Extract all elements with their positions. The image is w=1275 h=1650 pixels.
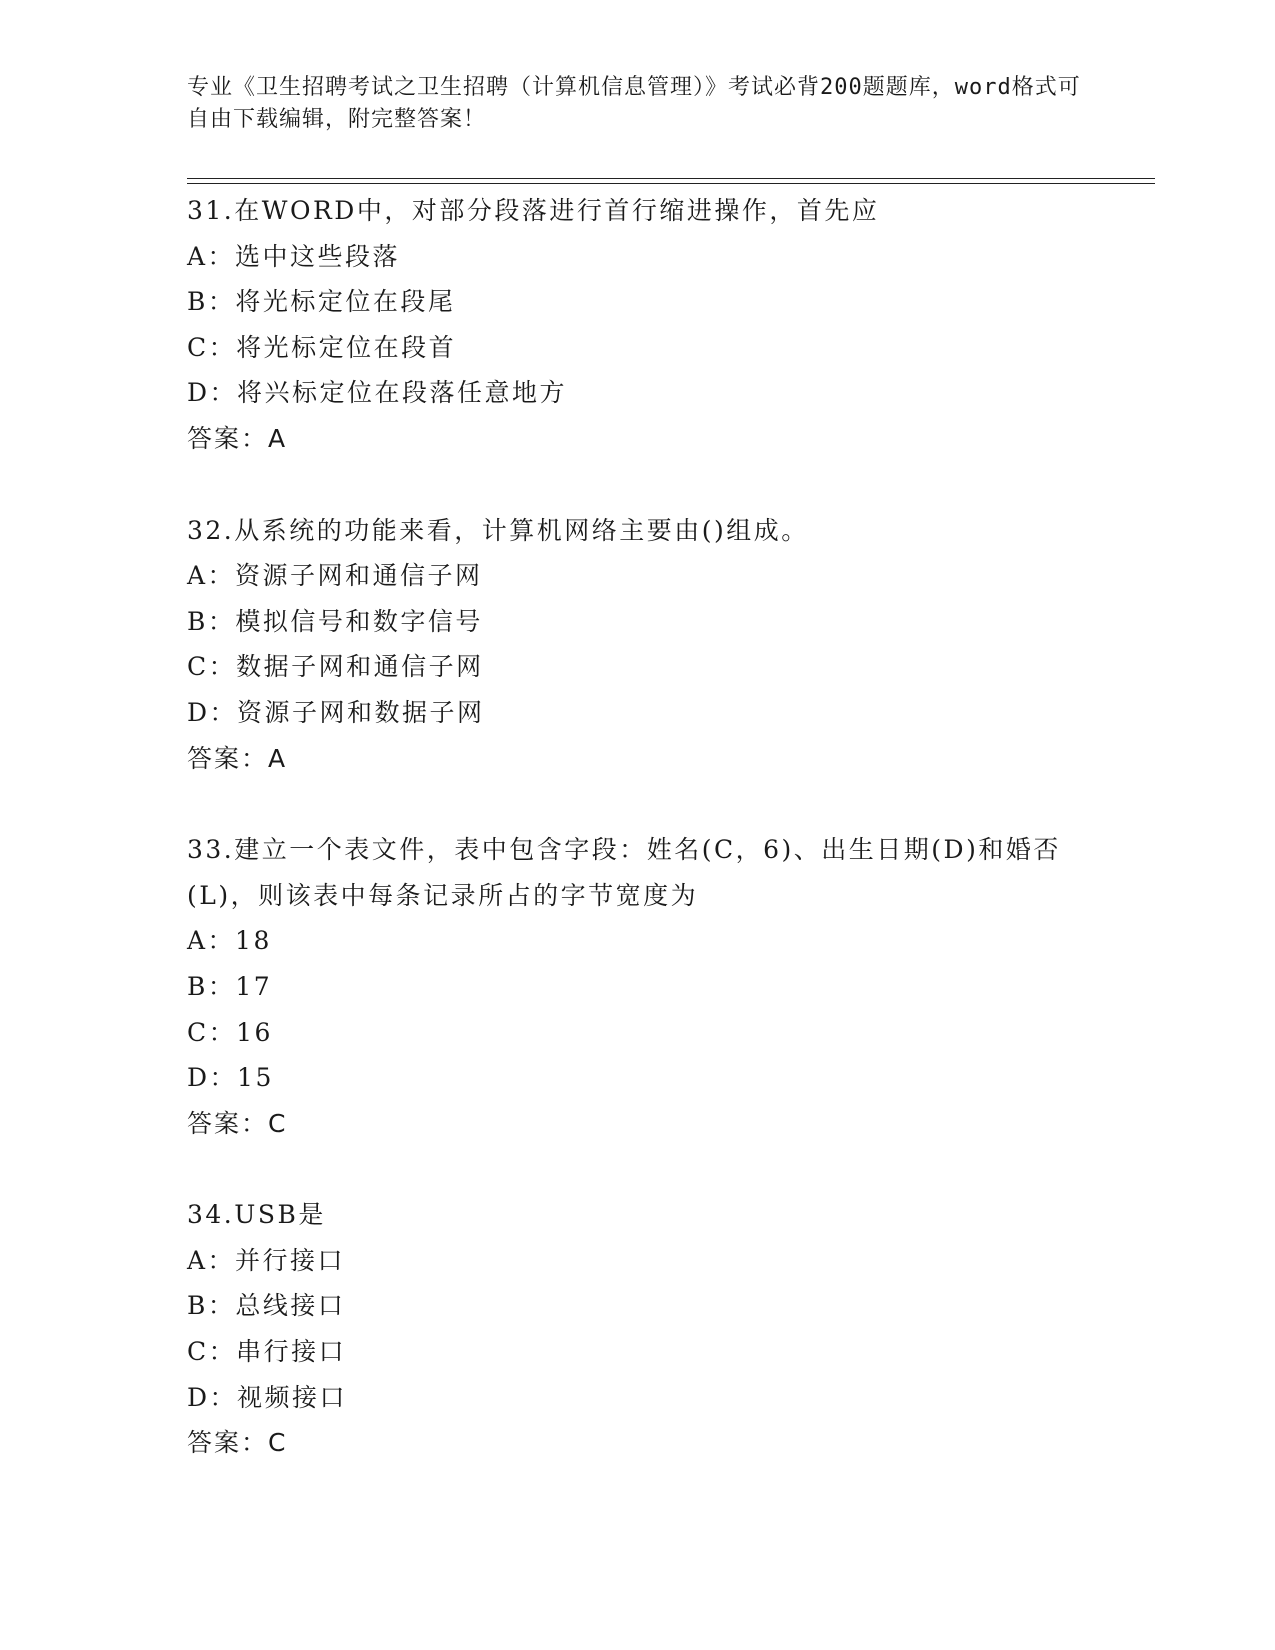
option-a: A：18 [187,926,272,956]
question-31 [187,188,1117,462]
question-stem: 31.在WORD中，对部分段落进行首行缩进操作，首先应 [187,196,880,225]
option-a: A：并行接口 [187,1245,346,1275]
answer: 答案：C [187,1428,288,1458]
question-34 [187,1192,1117,1466]
answer: 答案：A [187,743,288,773]
option-b: B：总线接口 [187,1291,346,1321]
option-c: C：串行接口 [187,1337,347,1367]
question-33 [187,827,1117,1146]
option-b: B：将光标定位在段尾 [187,287,456,317]
question-stem: 32.从系统的功能来看，计算机网络主要由()组成。 [187,515,809,545]
option-c: C：数据子网和通信子网 [187,652,484,682]
option-b: B：模拟信号和数字信号 [187,606,483,636]
answer: 答案：A [187,423,288,453]
option-c: C：将光标定位在段首 [187,332,457,362]
header-divider [187,178,1155,184]
question-stem: 33.建立一个表文件，表中包含字段：姓名(C，6)、出生日期(D)和婚否(L)，则该表中每条记录所占的字节宽度为 [187,835,1061,910]
question-stem: 34.USB是 [187,1200,326,1230]
option-d: D：资源子网和数据子网 [187,697,485,727]
option-d: D：视频接口 [187,1382,348,1412]
document-header: 专业《卫生招聘考试之卫生招聘（计算机信息管理）》考试必背200题题库，word格式可自由下载编辑，附完整答案！ [187,75,1081,132]
option-b: B：17 [187,971,273,1001]
answer: 答案：C [187,1108,288,1138]
option-c: C：16 [187,1017,273,1047]
option-d: D：将兴标定位在段落任意地方 [187,378,568,408]
option-d: D：15 [187,1063,274,1093]
option-a: A：资源子网和通信子网 [187,561,483,591]
option-a: A：选中这些段落 [187,241,401,271]
question-32 [187,508,1117,782]
question-list [187,188,1117,1512]
